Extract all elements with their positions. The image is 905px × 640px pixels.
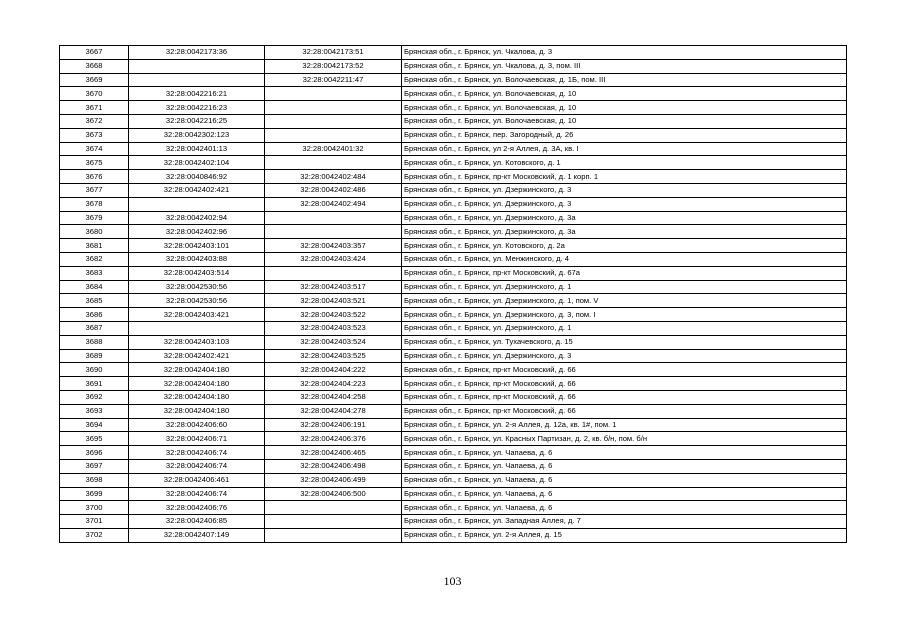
premises-cadastral-number-cell [265,101,402,115]
table-row [60,308,847,322]
address-cell: Брянская обл., г. Брянск, пр-кт Московский, д. 66 [402,377,847,391]
address-cell: Брянская обл., г. Брянск, ул. Волочаевская, д. 10 [402,87,847,101]
table-row [60,459,847,473]
premises-cadastral-number-cell: 32:28:0042402:484 [265,170,402,184]
address-cell: Брянская обл., г. Брянск, ул. Красных Партизан, д. 2, кв. б/н, пом. б/н [402,432,847,446]
premises-cadastral-number-cell: 32:28:0042404:278 [265,404,402,418]
address-cell: Брянская обл., г. Брянск, ул. Чапаева, д. 6 [402,473,847,487]
table-row [60,515,847,529]
cadastral-number-cell: 32:28:0042402:421 [129,349,265,363]
cadastral-number-cell: 32:28:0042216:25 [129,114,265,128]
cadastral-number-cell: 32:28:0042530:56 [129,294,265,308]
row-number-cell: 3671 [60,101,129,115]
cadastral-number-cell: 32:28:0042404:180 [129,363,265,377]
address-cell: Брянская обл., г. Брянск, ул. 2-я Аллея, д. 12а, кв. 1#, пом. 1 [402,418,847,432]
table-row [60,156,847,170]
premises-cadastral-number-cell: 32:28:0042406:500 [265,487,402,501]
premises-cadastral-number-cell: 32:28:0042401:32 [265,142,402,156]
premises-cadastral-number-cell: 32:28:0042403:521 [265,294,402,308]
cadastral-number-cell: 32:28:0042402:104 [129,156,265,170]
row-number-cell: 3679 [60,211,129,225]
table-body [60,46,847,543]
cadastral-number-cell: 32:28:0042402:96 [129,225,265,239]
table-row [60,183,847,197]
cadastral-number-cell: 32:28:0042216:23 [129,101,265,115]
cadastral-number-cell: 32:28:0042403:103 [129,335,265,349]
cadastral-number-cell: 32:28:0042302:123 [129,128,265,142]
row-number-cell: 3681 [60,239,129,253]
address-cell: Брянская обл., г. Брянск, ул. Дзержинского, д. 3, пом. I [402,308,847,322]
cadastral-number-cell: 32:28:0042402:421 [129,183,265,197]
row-number-cell: 3677 [60,183,129,197]
premises-cadastral-number-cell [265,211,402,225]
table-row [60,528,847,542]
cadastral-number-cell: 32:28:0042404:180 [129,390,265,404]
table-row [60,225,847,239]
row-number-cell: 3694 [60,418,129,432]
address-cell: Брянская обл., г. Брянск, ул. Дзержинского, д. 1, пом. V [402,294,847,308]
row-number-cell: 3669 [60,73,129,87]
premises-cadastral-number-cell: 32:28:0042406:499 [265,473,402,487]
cadastral-number-cell: 32:28:0042403:101 [129,239,265,253]
row-number-cell: 3690 [60,363,129,377]
row-number-cell: 3670 [60,87,129,101]
cadastral-number-cell: 32:28:0042404:180 [129,404,265,418]
address-cell: Брянская обл., г. Брянск, ул. Волочаевская, д. 10 [402,101,847,115]
premises-cadastral-number-cell: 32:28:0042402:486 [265,183,402,197]
table-row [60,390,847,404]
address-cell: Брянская обл., г. Брянск, ул. Волочаевская, д. 10 [402,114,847,128]
address-cell: Брянская обл., г. Брянск, ул. Котовского, д. 2а [402,239,847,253]
address-cell: Брянская обл., г. Брянск, ул. Чапаева, д. 6 [402,487,847,501]
premises-cadastral-number-cell: 32:28:0042403:525 [265,349,402,363]
row-number-cell: 3686 [60,308,129,322]
cadastral-number-cell: 32:28:0042216:21 [129,87,265,101]
cadastral-number-cell: 32:28:0042403:421 [129,308,265,322]
address-cell: Брянская обл., г. Брянск, ул. Дзержинского, д. 3а [402,211,847,225]
cadastral-number-cell [129,197,265,211]
table-row [60,294,847,308]
row-number-cell: 3702 [60,528,129,542]
cadastral-number-cell: 32:28:0042407:149 [129,528,265,542]
premises-cadastral-number-cell: 32:28:0042403:524 [265,335,402,349]
premises-cadastral-number-cell [265,515,402,529]
row-number-cell: 3687 [60,321,129,335]
cadastral-number-cell [129,59,265,73]
cadastral-number-cell: 32:28:0042406:74 [129,446,265,460]
address-cell: Брянская обл., г. Брянск, пр-кт Московский, д. 66 [402,404,847,418]
row-number-cell: 3680 [60,225,129,239]
premises-cadastral-number-cell: 32:28:0042406:465 [265,446,402,460]
table-row [60,59,847,73]
table-row [60,321,847,335]
row-number-cell: 3689 [60,349,129,363]
address-cell: Брянская обл., г. Брянск, ул. Котовского, д. 1 [402,156,847,170]
cadastral-number-cell: 32:28:0042406:74 [129,459,265,473]
table-row [60,266,847,280]
table-row [60,446,847,460]
address-cell: Брянская обл., г. Брянск, ул. Волочаевская, д. 1Б, пом. III [402,73,847,87]
table-row [60,73,847,87]
address-cell: Брянская обл., г. Брянск, ул. Чкалова, д. 3, пом. III [402,59,847,73]
cadastral-number-cell: 32:28:0042173:36 [129,46,265,60]
row-number-cell: 3682 [60,252,129,266]
table-row [60,252,847,266]
row-number-cell: 3683 [60,266,129,280]
premises-cadastral-number-cell: 32:28:0042173:52 [265,59,402,73]
row-number-cell: 3675 [60,156,129,170]
table-row [60,239,847,253]
table-row [60,280,847,294]
premises-cadastral-number-cell [265,225,402,239]
address-cell: Брянская обл., г. Брянск, ул. Дзержинского, д. 1 [402,280,847,294]
row-number-cell: 3701 [60,515,129,529]
address-cell: Брянская обл., г. Брянск, ул 2-я Аллея, д. 3А, кв. I [402,142,847,156]
premises-cadastral-number-cell [265,528,402,542]
premises-cadastral-number-cell: 32:28:0042402:494 [265,197,402,211]
address-cell: Брянская обл., г. Брянск, ул. Дзержинского, д. 1 [402,321,847,335]
premises-cadastral-number-cell: 32:28:0042404:223 [265,377,402,391]
cadastral-number-cell: 32:28:0042406:60 [129,418,265,432]
address-cell: Брянская обл., г. Брянск, пр-кт Московский, д. 67а [402,266,847,280]
cadastral-number-cell: 32:28:0042403:88 [129,252,265,266]
address-cell: Брянская обл., г. Брянск, ул. Дзержинского, д. 3 [402,197,847,211]
address-cell: Брянская обл., г. Брянск, ул. Дзержинского, д. 3 [402,183,847,197]
cadastral-number-cell [129,73,265,87]
premises-cadastral-number-cell [265,266,402,280]
page-number: 103 [443,574,462,588]
premises-cadastral-number-cell: 32:28:0042406:376 [265,432,402,446]
premises-cadastral-number-cell: 32:28:0042403:517 [265,280,402,294]
table-row [60,114,847,128]
table-row [60,335,847,349]
cadastral-number-cell: 32:28:0042406:85 [129,515,265,529]
table-row [60,501,847,515]
table-row [60,101,847,115]
cadastral-number-cell: 32:28:0040846:92 [129,170,265,184]
row-number-cell: 3698 [60,473,129,487]
premises-cadastral-number-cell [265,156,402,170]
address-cell: Брянская обл., г. Брянск, пер. Загородный, д. 26 [402,128,847,142]
row-number-cell: 3684 [60,280,129,294]
cadastral-number-cell: 32:28:0042402:94 [129,211,265,225]
row-number-cell: 3697 [60,459,129,473]
premises-cadastral-number-cell: 32:28:0042211:47 [265,73,402,87]
premises-cadastral-number-cell: 32:28:0042403:357 [265,239,402,253]
address-cell: Брянская обл., г. Брянск, ул. Дзержинского, д. 3 [402,349,847,363]
cadastral-number-cell: 32:28:0042403:514 [129,266,265,280]
table-row [60,197,847,211]
premises-cadastral-number-cell: 32:28:0042403:522 [265,308,402,322]
table-row [60,487,847,501]
row-number-cell: 3678 [60,197,129,211]
cadastral-number-cell [129,321,265,335]
row-number-cell: 3667 [60,46,129,60]
table-row [60,46,847,60]
row-number-cell: 3695 [60,432,129,446]
address-cell: Брянская обл., г. Брянск, пр-кт Московский, д. 1 корп. 1 [402,170,847,184]
premises-cadastral-number-cell: 32:28:0042403:424 [265,252,402,266]
premises-cadastral-number-cell: 32:28:0042173:51 [265,46,402,60]
row-number-cell: 3696 [60,446,129,460]
premises-cadastral-number-cell: 32:28:0042404:222 [265,363,402,377]
address-cell: Брянская обл., г. Брянск, ул. Чапаева, д. 6 [402,459,847,473]
row-number-cell: 3668 [60,59,129,73]
cadastral-number-cell: 32:28:0042406:74 [129,487,265,501]
table-row [60,404,847,418]
table-row [60,377,847,391]
premises-cadastral-number-cell [265,501,402,515]
address-cell: Брянская обл., г. Брянск, ул. Тухачевского, д. 15 [402,335,847,349]
address-cell: Брянская обл., г. Брянск, ул. Чкалова, д. 3 [402,46,847,60]
address-cell: Брянская обл., г. Брянск, ул. Менжинского, д. 4 [402,252,847,266]
table-row [60,211,847,225]
premises-cadastral-number-cell: 32:28:0042406:498 [265,459,402,473]
row-number-cell: 3699 [60,487,129,501]
address-cell: Брянская обл., г. Брянск, ул. 2-я Аллея, д. 15 [402,528,847,542]
property-table [59,45,847,543]
cadastral-number-cell: 32:28:0042404:180 [129,377,265,391]
cadastral-number-cell: 32:28:0042401:13 [129,142,265,156]
table-row [60,349,847,363]
cadastral-number-cell: 32:28:0042406:76 [129,501,265,515]
address-cell: Брянская обл., г. Брянск, ул. Чапаева, д. 6 [402,446,847,460]
table-row [60,170,847,184]
address-cell: Брянская обл., г. Брянск, пр-кт Московский, д. 66 [402,363,847,377]
premises-cadastral-number-cell: 32:28:0042406:191 [265,418,402,432]
cadastral-number-cell: 32:28:0042406:461 [129,473,265,487]
table-row [60,473,847,487]
premises-cadastral-number-cell [265,87,402,101]
row-number-cell: 3676 [60,170,129,184]
address-cell: Брянская обл., г. Брянск, ул. Чапаева, д. 6 [402,501,847,515]
row-number-cell: 3693 [60,404,129,418]
cadastral-number-cell: 32:28:0042406:71 [129,432,265,446]
premises-cadastral-number-cell [265,128,402,142]
address-cell: Брянская обл., г. Брянск, пр-кт Московский, д. 66 [402,390,847,404]
table-row [60,418,847,432]
address-cell: Брянская обл., г. Брянск, ул. Западная Аллея, д. 7 [402,515,847,529]
table-row [60,432,847,446]
row-number-cell: 3685 [60,294,129,308]
table-row [60,142,847,156]
premises-cadastral-number-cell: 32:28:0042404:258 [265,390,402,404]
table-row [60,363,847,377]
row-number-cell: 3692 [60,390,129,404]
row-number-cell: 3673 [60,128,129,142]
table-row [60,87,847,101]
table-row [60,128,847,142]
address-cell: Брянская обл., г. Брянск, ул. Дзержинского, д. 3а [402,225,847,239]
row-number-cell: 3674 [60,142,129,156]
row-number-cell: 3688 [60,335,129,349]
premises-cadastral-number-cell: 32:28:0042403:523 [265,321,402,335]
row-number-cell: 3672 [60,114,129,128]
row-number-cell: 3691 [60,377,129,391]
cadastral-number-cell: 32:28:0042530:56 [129,280,265,294]
premises-cadastral-number-cell [265,114,402,128]
row-number-cell: 3700 [60,501,129,515]
